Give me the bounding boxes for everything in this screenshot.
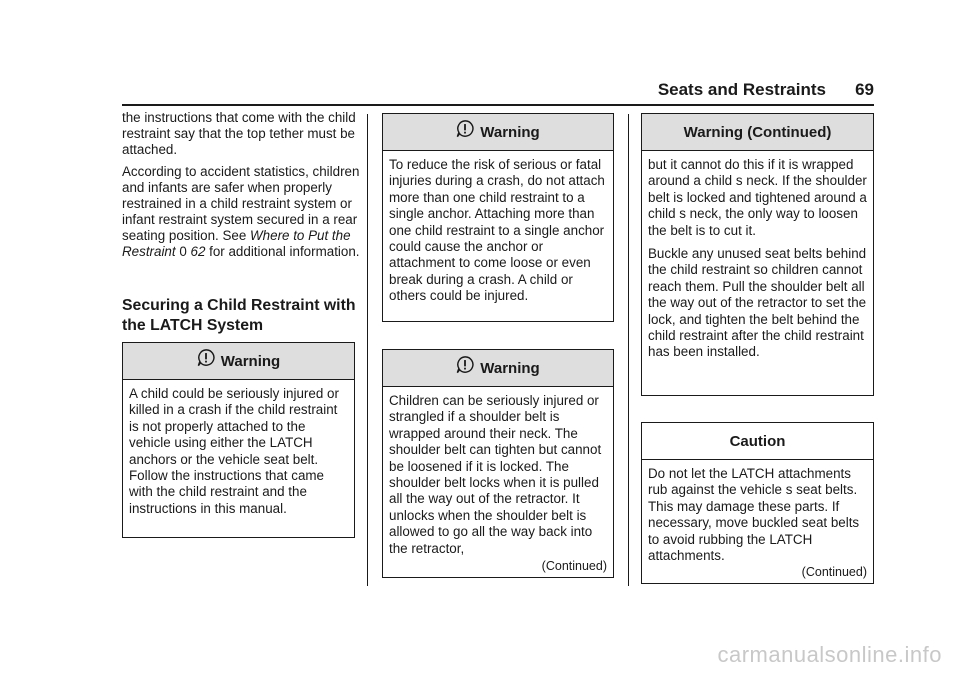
column-divider-left — [367, 114, 368, 586]
warning-body — [123, 380, 354, 517]
warning-icon — [456, 120, 474, 138]
page-ref-arrow-icon: 0 — [179, 244, 187, 259]
cross-reference-link[interactable]: Where to Put the Restraint — [122, 228, 351, 259]
warning-header — [383, 350, 613, 387]
warning-header — [642, 114, 873, 151]
warning-icon — [197, 349, 215, 367]
caution-body — [642, 460, 873, 564]
warning-header — [383, 114, 613, 151]
caution-box — [641, 422, 874, 584]
section-title: Seats and Restraints — [657, 80, 826, 99]
warning-title: Warning — [220, 352, 281, 370]
paragraph-text: the instructions that come with the child restraint say that the top tether must be attached. — [122, 110, 356, 157]
warning-box — [382, 113, 614, 322]
warning-title: Warning — [480, 123, 540, 141]
paragraph-text: for additional information. — [205, 244, 360, 259]
warning-text: Children can be seriously injured or strangled if a shoulder belt is wrapped around their neck. The shoulder belt can tighten but cannot be loosened if it is locked. The shoulder belt locks when it is pulled all the way out of the retractor. It unlocks when the shoulder belt is allowed to go all the way back into the retractor, — [389, 393, 602, 556]
warning-body — [383, 151, 613, 305]
caution-header — [642, 423, 873, 460]
body-paragraph — [122, 164, 362, 260]
warning-header — [123, 343, 354, 380]
page-ref-number[interactable]: 62 — [190, 244, 206, 259]
warning-text: Buckle any unused seat belts behind the child restraint so children cannot reach them. Pull the shoulder belt all the way out of the retractor to set the lock, and tighten the belt behind the child restraint after the child restraint has been installed. — [648, 246, 867, 360]
column-divider-right — [628, 114, 629, 586]
warning-text: A child could be seriously injured or killed in a crash if the child restraint is not properly attached to the vehicle using either the LATCH anchors or the vehicle seat belt. Follow the instructions that came with the child restraint and the instructions in this manual. — [129, 386, 339, 516]
warning-body — [383, 387, 613, 557]
paragraph-text: According to accident statistics, children and infants are safer when properly restrained in a child restraint system or infant restraint system secured in a rear seating position. See — [122, 164, 360, 243]
watermark: carmanualsonline.info — [717, 642, 942, 667]
continued-label: (Continued) — [801, 565, 867, 579]
warning-continued-box — [641, 113, 874, 396]
warning-icon — [456, 356, 474, 374]
section-heading: Securing a Child Restraint with the LATCH System — [122, 297, 356, 334]
page-number: 69 — [855, 80, 874, 99]
header-rule — [122, 104, 874, 106]
caution-title: Caution — [729, 432, 786, 450]
caution-text: Do not let the LATCH attachments rub against the vehicle s seat belts. This may damage these parts. If necessary, move buckled seat belts to avoid rubbing the LATCH attachments. — [648, 466, 860, 564]
warning-title: Warning — [480, 359, 540, 377]
warning-text: To reduce the risk of serious or fatal injuries during a crash, do not attach more than one child restraint to a single anchor. Attaching more than one child restraint to a single anchor could cause the anchor or attachment to come loose or even break during a crash. A child or others could be injured. — [389, 157, 605, 304]
body-paragraph — [122, 110, 362, 158]
warning-body — [642, 151, 873, 361]
continued-label: (Continued) — [541, 559, 607, 573]
warning-box — [382, 349, 614, 578]
warning-title: Warning (Continued) — [683, 123, 832, 141]
warning-box — [122, 342, 355, 538]
warning-text: but it cannot do this if it is wrapped around a child s neck. If the shoulder belt is locked and tightened around a child s neck, the only way to loosen the belt is to cut it. — [648, 157, 867, 238]
